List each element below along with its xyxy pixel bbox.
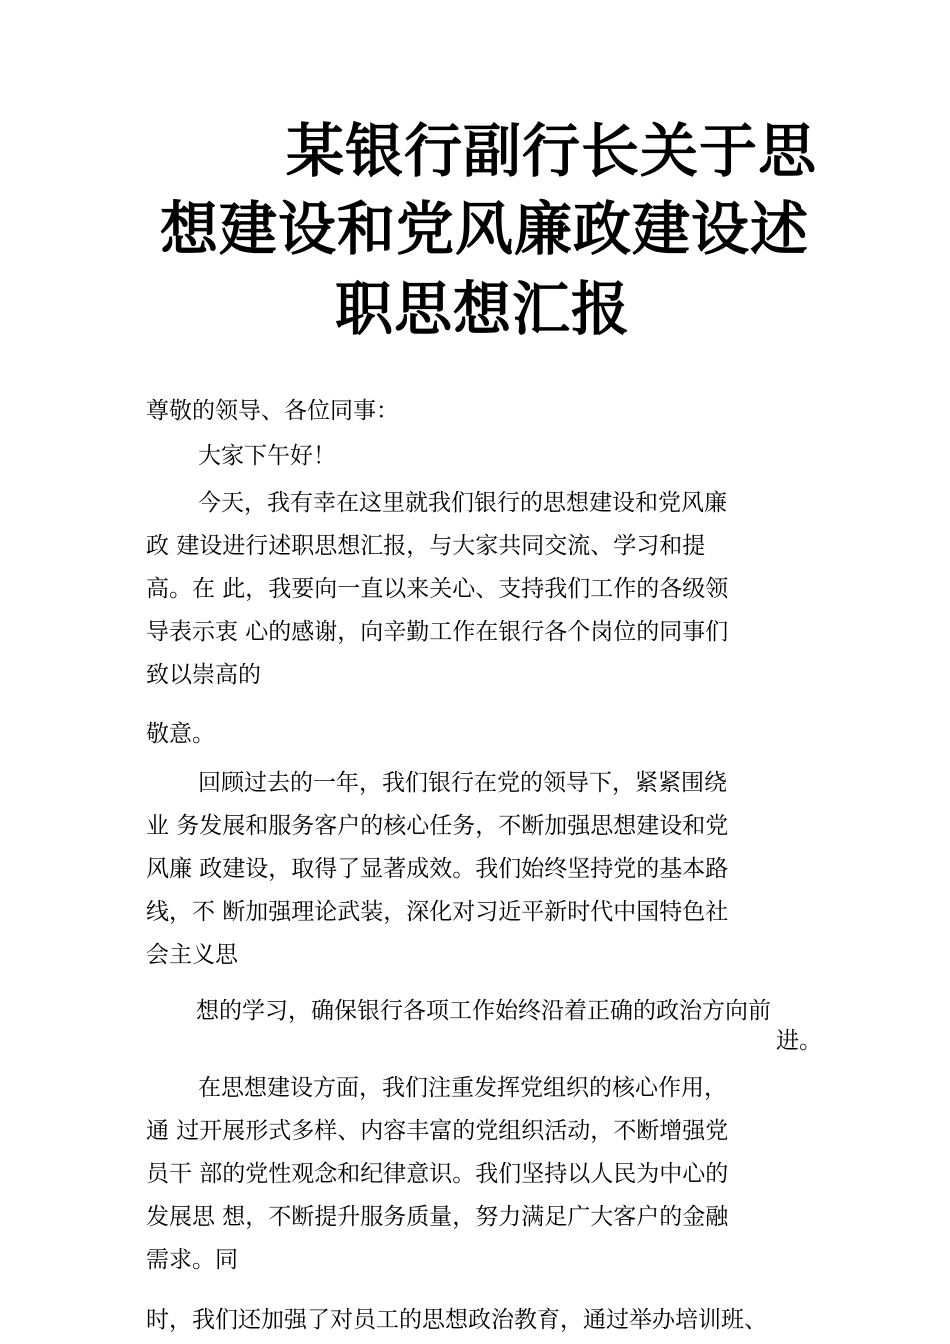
paragraph-line: 需求。同 [146, 1247, 238, 1273]
document-title-line-3: 职思想汇报 [335, 275, 631, 343]
paragraph-1 [146, 482, 806, 697]
paragraph-line: 致以崇高的 [146, 662, 261, 688]
paragraph-2 [146, 762, 806, 977]
salutation: 尊敬的领导、各位同事： [146, 398, 399, 424]
paragraph-line: 通 过开展形式多样、内容丰富的党组织活动，不断增强党 [146, 1118, 729, 1144]
paragraph-line: 线，不 断加强理论武装，深化对习近平新时代中国特色社 [146, 899, 729, 925]
paragraph-line: 高。在 此，我要向一直以来关心、支持我们工作的各级领 [146, 576, 729, 602]
paragraph-line: 员干 部的党性观念和纪律意识。我们坚持以人民为中心的 [146, 1161, 729, 1187]
paragraph-line: 回顾过去的一年，我们银行在党的领导下，紧紧围绕 [198, 770, 727, 796]
paragraph-2-tail-line: 想的学习，确保银行各项工作始终沿着正确的政治方向前 [196, 998, 771, 1024]
paragraph-line: 在思想建设方面，我们注重发挥党组织的核心作用， [198, 1075, 727, 1101]
paragraph-line: 会主义思 [146, 942, 238, 968]
paragraph-line: 政 建设进行述职思想汇报，与大家共同交流、学习和提 [146, 533, 706, 559]
paragraph-line: 业 务发展和服务客户的核心任务，不断加强思想建设和党 [146, 813, 729, 839]
paragraph-3-tail: 时，我们还加强了对员工的思想政治教育，通过举办培训班、 [146, 1307, 767, 1333]
paragraph-line: 今天，我有幸在这里就我们银行的思想建设和党风廉 [198, 490, 727, 516]
greeting: 大家下午好！ [198, 443, 336, 469]
document-title-line-2: 想建设和党风廉政建设述 [160, 195, 810, 263]
document-title-line-1: 某银行副行长关于思 [286, 117, 818, 185]
paragraph-3 [146, 1067, 806, 1282]
paragraph-line: 发展思 想，不断提升服务质量，努力满足广大客户的金融 [146, 1204, 729, 1230]
paragraph-1-tail: 敬意。 [146, 721, 215, 747]
paragraph-line: 风廉 政建设，取得了显著成效。我们始终坚持党的基本路 [146, 856, 729, 882]
paragraph-line: 导表示衷 心的感谢，向辛勤工作在银行各个岗位的同事们 [146, 619, 729, 645]
paragraph-2-tail-end: 进。 [776, 1028, 822, 1054]
